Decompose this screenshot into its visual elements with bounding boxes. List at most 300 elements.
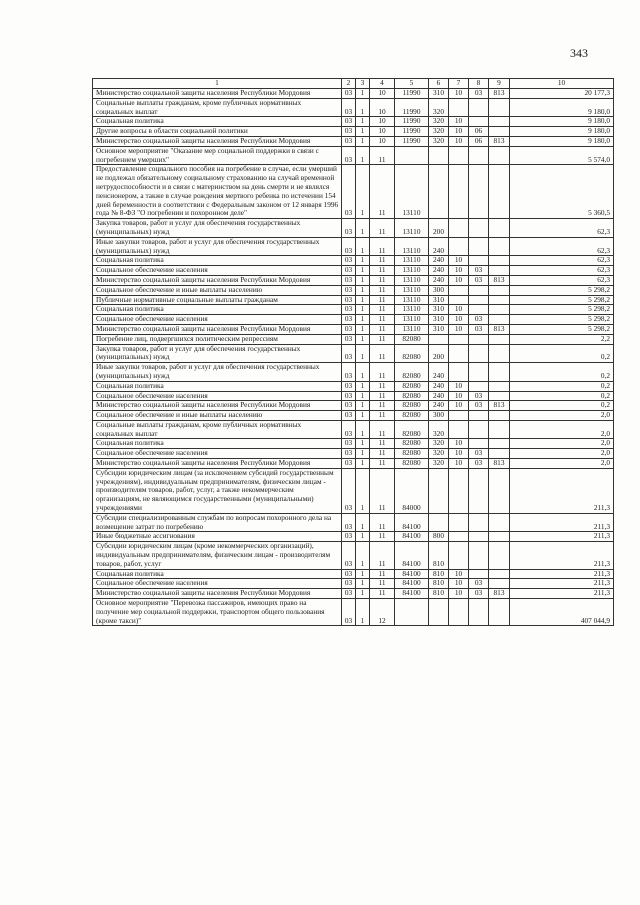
amount: 0,2 [510, 344, 614, 363]
code-col-6: 320 [429, 98, 449, 117]
table-row [93, 237, 614, 256]
item-name: Субсидии юридическим лицам (за исключением субсидий государственным учреждениям), индивидуальным предпринимателям, физическим лицам - производителям товаров, работ, услуг, а также некоммерческим организациям, не являющимся государственными (муниципальными) учреждениями [93, 468, 342, 513]
table-row [93, 449, 614, 459]
code-col-3: 1 [356, 285, 370, 295]
amount: 5 298,2 [510, 305, 614, 315]
code-col-5: 82080 [395, 420, 429, 439]
code-col-5: 82080 [395, 344, 429, 363]
page-number: 343 [570, 46, 588, 60]
code-col-6: 240 [429, 256, 449, 266]
code-col-6 [429, 599, 449, 626]
amount: 62,3 [510, 219, 614, 238]
code-col-7 [449, 344, 469, 363]
amount: 407 044,9 [510, 599, 614, 626]
amount: 62,3 [510, 256, 614, 266]
code-col-7: 10 [449, 315, 469, 325]
code-col-8 [469, 165, 489, 219]
code-col-3: 1 [356, 459, 370, 469]
code-col-9 [489, 363, 510, 382]
table-row [93, 165, 614, 219]
code-col-3: 1 [356, 589, 370, 599]
code-col-2: 03 [342, 344, 356, 363]
code-col-5: 13110 [395, 275, 429, 285]
code-col-5: 82080 [395, 411, 429, 421]
code-col-7: 10 [449, 324, 469, 334]
code-col-5: 84000 [395, 468, 429, 513]
code-col-6: 320 [429, 136, 449, 146]
code-col-9: 813 [489, 401, 510, 411]
code-col-9 [489, 542, 510, 569]
item-name: Социальное обеспечение населения [93, 391, 342, 401]
code-col-8 [469, 117, 489, 127]
code-col-9 [489, 381, 510, 391]
code-col-5: 13110 [395, 237, 429, 256]
amount: 5 298,2 [510, 324, 614, 334]
item-name: Закупка товаров, работ и услуг для обеспечения государственных (муниципальных) нужд [93, 219, 342, 238]
code-col-7 [449, 542, 469, 569]
table-row [93, 285, 614, 295]
amount: 0,2 [510, 381, 614, 391]
code-col-8: 03 [469, 579, 489, 589]
code-col-6: 240 [429, 391, 449, 401]
amount: 2,0 [510, 439, 614, 449]
code-col-7: 10 [449, 89, 469, 99]
column-header: 5 [395, 79, 429, 89]
code-col-9 [489, 146, 510, 165]
code-col-7: 10 [449, 136, 469, 146]
code-col-6: 200 [429, 219, 449, 238]
column-header: 8 [469, 79, 489, 89]
code-col-7: 10 [449, 266, 469, 276]
code-col-7: 10 [449, 127, 469, 137]
item-name: Министерство социальной защиты населения Республики Мордовия [93, 589, 342, 599]
code-col-9 [489, 579, 510, 589]
code-col-5: 84100 [395, 513, 429, 532]
item-name: Социальное обеспечение населения [93, 315, 342, 325]
code-col-9 [489, 237, 510, 256]
column-header: 1 [93, 79, 342, 89]
table-row [93, 391, 614, 401]
code-col-5: 84100 [395, 532, 429, 542]
table-row [93, 334, 614, 344]
code-col-8: 03 [469, 401, 489, 411]
code-col-8 [469, 285, 489, 295]
code-col-9: 813 [489, 589, 510, 599]
code-col-3: 1 [356, 219, 370, 238]
code-col-5: 82080 [395, 391, 429, 401]
amount: 211,3 [510, 468, 614, 513]
item-name: Социальное обеспечение и иные выплаты населению [93, 411, 342, 421]
code-col-4: 11 [370, 363, 395, 382]
code-col-4: 11 [370, 324, 395, 334]
code-col-4: 10 [370, 127, 395, 137]
code-col-4: 11 [370, 532, 395, 542]
item-name: Министерство социальной защиты населения Республики Мордовия [93, 89, 342, 99]
code-col-6 [429, 513, 449, 532]
code-col-4: 11 [370, 305, 395, 315]
code-col-9 [489, 266, 510, 276]
table-row [93, 117, 614, 127]
code-col-7: 10 [449, 569, 469, 579]
code-col-9 [489, 532, 510, 542]
code-col-2: 03 [342, 89, 356, 99]
code-col-3: 1 [356, 344, 370, 363]
code-col-7 [449, 334, 469, 344]
table-row [93, 569, 614, 579]
code-col-4: 10 [370, 89, 395, 99]
code-col-6: 320 [429, 459, 449, 469]
code-col-2: 03 [342, 542, 356, 569]
code-col-3: 1 [356, 532, 370, 542]
code-col-6: 320 [429, 420, 449, 439]
item-name: Закупка товаров, работ и услуг для обеспечения государственных (муниципальных) нужд [93, 344, 342, 363]
code-col-6: 240 [429, 401, 449, 411]
item-name: Министерство социальной защиты населения Республики Мордовия [93, 401, 342, 411]
code-col-3: 1 [356, 401, 370, 411]
code-col-8: 03 [469, 449, 489, 459]
table-row [93, 219, 614, 238]
code-col-8 [469, 468, 489, 513]
amount: 211,3 [510, 589, 614, 599]
code-col-6: 320 [429, 117, 449, 127]
code-col-8 [469, 439, 489, 449]
table-row [93, 89, 614, 99]
code-col-7 [449, 363, 469, 382]
code-col-9 [489, 391, 510, 401]
column-header: 9 [489, 79, 510, 89]
code-col-6: 240 [429, 237, 449, 256]
code-col-3: 1 [356, 449, 370, 459]
code-col-9 [489, 127, 510, 137]
code-col-3: 1 [356, 569, 370, 579]
code-col-8 [469, 542, 489, 569]
code-col-9 [489, 315, 510, 325]
code-col-8: 06 [469, 127, 489, 137]
code-col-9: 813 [489, 459, 510, 469]
code-col-3: 1 [356, 391, 370, 401]
item-name: Министерство социальной защиты населения Республики Мордовия [93, 136, 342, 146]
item-name: Субсидии специализированным службам по вопросам похоронного дела на возмещение затрат по погребению [93, 513, 342, 532]
code-col-4: 11 [370, 542, 395, 569]
table-row [93, 363, 614, 382]
column-header: 7 [449, 79, 469, 89]
code-col-4: 10 [370, 117, 395, 127]
code-col-9 [489, 599, 510, 626]
item-name: Социальные выплаты гражданам, кроме публичных нормативных социальных выплат [93, 98, 342, 117]
column-header: 2 [342, 79, 356, 89]
code-col-2: 03 [342, 439, 356, 449]
code-col-2: 03 [342, 420, 356, 439]
code-col-5: 82080 [395, 401, 429, 411]
table-row [93, 468, 614, 513]
code-col-9 [489, 344, 510, 363]
code-col-5: 84100 [395, 589, 429, 599]
code-col-5: 13110 [395, 256, 429, 266]
code-col-9 [489, 295, 510, 305]
code-col-5: 13110 [395, 285, 429, 295]
item-name: Министерство социальной защиты населения Республики Мордовия [93, 324, 342, 334]
item-name: Социальная политика [93, 381, 342, 391]
code-col-5: 13110 [395, 305, 429, 315]
code-col-4: 11 [370, 295, 395, 305]
table-header-row [93, 79, 614, 89]
code-col-7: 10 [449, 449, 469, 459]
code-col-3: 1 [356, 411, 370, 421]
code-col-8 [469, 344, 489, 363]
item-name: Министерство социальной защиты населения Республики Мордовия [93, 459, 342, 469]
code-col-4: 11 [370, 275, 395, 285]
table-row [93, 136, 614, 146]
code-col-3: 1 [356, 542, 370, 569]
item-name: Предоставление социального пособия на погребение в случае, если умерший не подлежал обязательному социальному страхованию на случай временной нетрудоспособности и в связи с материнством на день смерти и не являлся пенсионером, а также в случае рождения мертвого ребенка по истечении 154 дней беременности в соответствии с Федеральным законом от 12 января 1996 года № 8-ФЗ "О погребении и похоронном деле" [93, 165, 342, 219]
item-name: Социальное обеспечение и иные выплаты населению [93, 285, 342, 295]
code-col-2: 03 [342, 449, 356, 459]
code-col-9 [489, 219, 510, 238]
code-col-8 [469, 237, 489, 256]
amount: 62,3 [510, 266, 614, 276]
code-col-2: 03 [342, 117, 356, 127]
code-col-6: 310 [429, 89, 449, 99]
code-col-4: 11 [370, 334, 395, 344]
code-col-4: 11 [370, 391, 395, 401]
item-name: Публичные нормативные социальные выплаты гражданам [93, 295, 342, 305]
table-row [93, 411, 614, 421]
budget-table [92, 78, 614, 626]
code-col-6: 200 [429, 344, 449, 363]
code-col-3: 1 [356, 305, 370, 315]
code-col-5: 13110 [395, 295, 429, 305]
code-col-7: 10 [449, 589, 469, 599]
code-col-6: 240 [429, 363, 449, 382]
code-col-9 [489, 468, 510, 513]
code-col-2: 03 [342, 127, 356, 137]
code-col-8: 03 [469, 315, 489, 325]
code-col-4: 11 [370, 344, 395, 363]
code-col-5 [395, 146, 429, 165]
code-col-8: 03 [469, 89, 489, 99]
code-col-4: 11 [370, 579, 395, 589]
item-name: Социальное обеспечение населения [93, 266, 342, 276]
code-col-2: 03 [342, 305, 356, 315]
code-col-9 [489, 449, 510, 459]
item-name: Погребение лиц, подвергшихся политическим репрессиям [93, 334, 342, 344]
item-name: Иные закупки товаров, работ и услуг для обеспечения государственных (муниципальных) нужд [93, 363, 342, 382]
code-col-4: 12 [370, 599, 395, 626]
code-col-8 [469, 295, 489, 305]
code-col-8: 03 [469, 324, 489, 334]
amount: 5 574,0 [510, 146, 614, 165]
code-col-9 [489, 513, 510, 532]
code-col-6 [429, 334, 449, 344]
item-name: Другие вопросы в области социальной политики [93, 127, 342, 137]
code-col-8 [469, 363, 489, 382]
code-col-8 [469, 532, 489, 542]
code-col-8: 03 [469, 266, 489, 276]
table-row [93, 146, 614, 165]
code-col-3: 1 [356, 237, 370, 256]
code-col-9 [489, 439, 510, 449]
code-col-7 [449, 285, 469, 295]
amount: 2,0 [510, 411, 614, 421]
code-col-2: 03 [342, 219, 356, 238]
code-col-2: 03 [342, 146, 356, 165]
code-col-8 [469, 256, 489, 266]
code-col-3: 1 [356, 127, 370, 137]
item-name: Социальная политика [93, 117, 342, 127]
code-col-2: 03 [342, 295, 356, 305]
code-col-2: 03 [342, 315, 356, 325]
item-name: Социальная политика [93, 256, 342, 266]
code-col-7 [449, 295, 469, 305]
code-col-3: 1 [356, 315, 370, 325]
code-col-9: 813 [489, 275, 510, 285]
table-row [93, 532, 614, 542]
code-col-9 [489, 98, 510, 117]
table-row [93, 127, 614, 137]
code-col-9 [489, 334, 510, 344]
code-col-7 [449, 146, 469, 165]
code-col-8 [469, 305, 489, 315]
code-col-3: 1 [356, 324, 370, 334]
code-col-6: 310 [429, 324, 449, 334]
code-col-2: 03 [342, 363, 356, 382]
code-col-2: 03 [342, 391, 356, 401]
code-col-3: 1 [356, 165, 370, 219]
code-col-3: 1 [356, 136, 370, 146]
code-col-2: 03 [342, 256, 356, 266]
code-col-5: 11990 [395, 89, 429, 99]
table-row [93, 315, 614, 325]
code-col-4: 11 [370, 266, 395, 276]
code-col-3: 1 [356, 363, 370, 382]
code-col-6: 810 [429, 579, 449, 589]
code-col-4: 11 [370, 219, 395, 238]
code-col-6 [429, 468, 449, 513]
code-col-2: 03 [342, 579, 356, 589]
code-col-8 [469, 420, 489, 439]
amount: 211,3 [510, 513, 614, 532]
code-col-3: 1 [356, 256, 370, 266]
code-col-6: 810 [429, 542, 449, 569]
code-col-5: 13110 [395, 324, 429, 334]
code-col-2: 03 [342, 532, 356, 542]
code-col-7: 10 [449, 459, 469, 469]
code-col-4: 11 [370, 589, 395, 599]
code-col-7 [449, 98, 469, 117]
code-col-3: 1 [356, 420, 370, 439]
code-col-2: 03 [342, 334, 356, 344]
item-name: Иные бюджетные ассигнования [93, 532, 342, 542]
code-col-6: 320 [429, 439, 449, 449]
table-row [93, 98, 614, 117]
code-col-9 [489, 165, 510, 219]
code-col-9 [489, 117, 510, 127]
item-name: Социальная политика [93, 305, 342, 315]
table-row [93, 459, 614, 469]
code-col-6: 300 [429, 285, 449, 295]
item-name: Министерство социальной защиты населения Республики Мордовия [93, 275, 342, 285]
code-col-4: 11 [370, 315, 395, 325]
item-name: Социальная политика [93, 439, 342, 449]
amount: 2,0 [510, 420, 614, 439]
code-col-4: 10 [370, 98, 395, 117]
amount: 20 177,3 [510, 89, 614, 99]
code-col-8 [469, 411, 489, 421]
amount: 9 180,0 [510, 136, 614, 146]
code-col-4: 11 [370, 237, 395, 256]
code-col-8 [469, 98, 489, 117]
code-col-5: 84100 [395, 542, 429, 569]
code-col-7: 10 [449, 579, 469, 589]
code-col-7: 10 [449, 391, 469, 401]
code-col-6: 310 [429, 315, 449, 325]
item-name: Социальные выплаты гражданам, кроме публичных нормативных социальных выплат [93, 420, 342, 439]
code-col-4: 10 [370, 136, 395, 146]
code-col-2: 03 [342, 165, 356, 219]
table-row [93, 589, 614, 599]
table-row [93, 295, 614, 305]
code-col-2: 03 [342, 468, 356, 513]
code-col-8 [469, 146, 489, 165]
code-col-3: 1 [356, 117, 370, 127]
code-col-7: 10 [449, 439, 469, 449]
code-col-7 [449, 532, 469, 542]
code-col-2: 03 [342, 266, 356, 276]
code-col-5: 13110 [395, 315, 429, 325]
code-col-5: 13110 [395, 219, 429, 238]
table-row [93, 579, 614, 589]
code-col-9 [489, 305, 510, 315]
code-col-2: 03 [342, 381, 356, 391]
code-col-4: 11 [370, 146, 395, 165]
code-col-3: 1 [356, 266, 370, 276]
code-col-7 [449, 237, 469, 256]
code-col-3: 1 [356, 579, 370, 589]
code-col-6: 320 [429, 449, 449, 459]
code-col-6: 240 [429, 275, 449, 285]
code-col-5: 13110 [395, 165, 429, 219]
item-name: Субсидии юридическим лицам (кроме некоммерческих организаций), индивидуальным предпринимателям, физическим лицам - производителям товаров, работ, услуг [93, 542, 342, 569]
code-col-6 [429, 165, 449, 219]
code-col-9: 813 [489, 324, 510, 334]
code-col-3: 1 [356, 513, 370, 532]
code-col-3: 1 [356, 334, 370, 344]
code-col-5: 84100 [395, 579, 429, 589]
code-col-7: 10 [449, 401, 469, 411]
code-col-2: 03 [342, 237, 356, 256]
item-name: Основное мероприятие "Перевозка пассажиров, имеющих право на получение мер социальной поддержки, транспортом общего пользования (кроме такси)" [93, 599, 342, 626]
code-col-8: 03 [469, 275, 489, 285]
table-row [93, 266, 614, 276]
item-name: Социальное обеспечение населения [93, 579, 342, 589]
code-col-2: 03 [342, 589, 356, 599]
table-row [93, 256, 614, 266]
code-col-9 [489, 411, 510, 421]
code-col-8 [469, 569, 489, 579]
amount: 5 298,2 [510, 315, 614, 325]
code-col-5: 13110 [395, 266, 429, 276]
code-col-8 [469, 219, 489, 238]
table-row [93, 381, 614, 391]
code-col-9 [489, 569, 510, 579]
code-col-4: 11 [370, 569, 395, 579]
code-col-3: 1 [356, 146, 370, 165]
code-col-4: 11 [370, 256, 395, 266]
code-col-6: 810 [429, 589, 449, 599]
code-col-3: 1 [356, 599, 370, 626]
amount: 211,3 [510, 569, 614, 579]
code-col-7: 10 [449, 256, 469, 266]
